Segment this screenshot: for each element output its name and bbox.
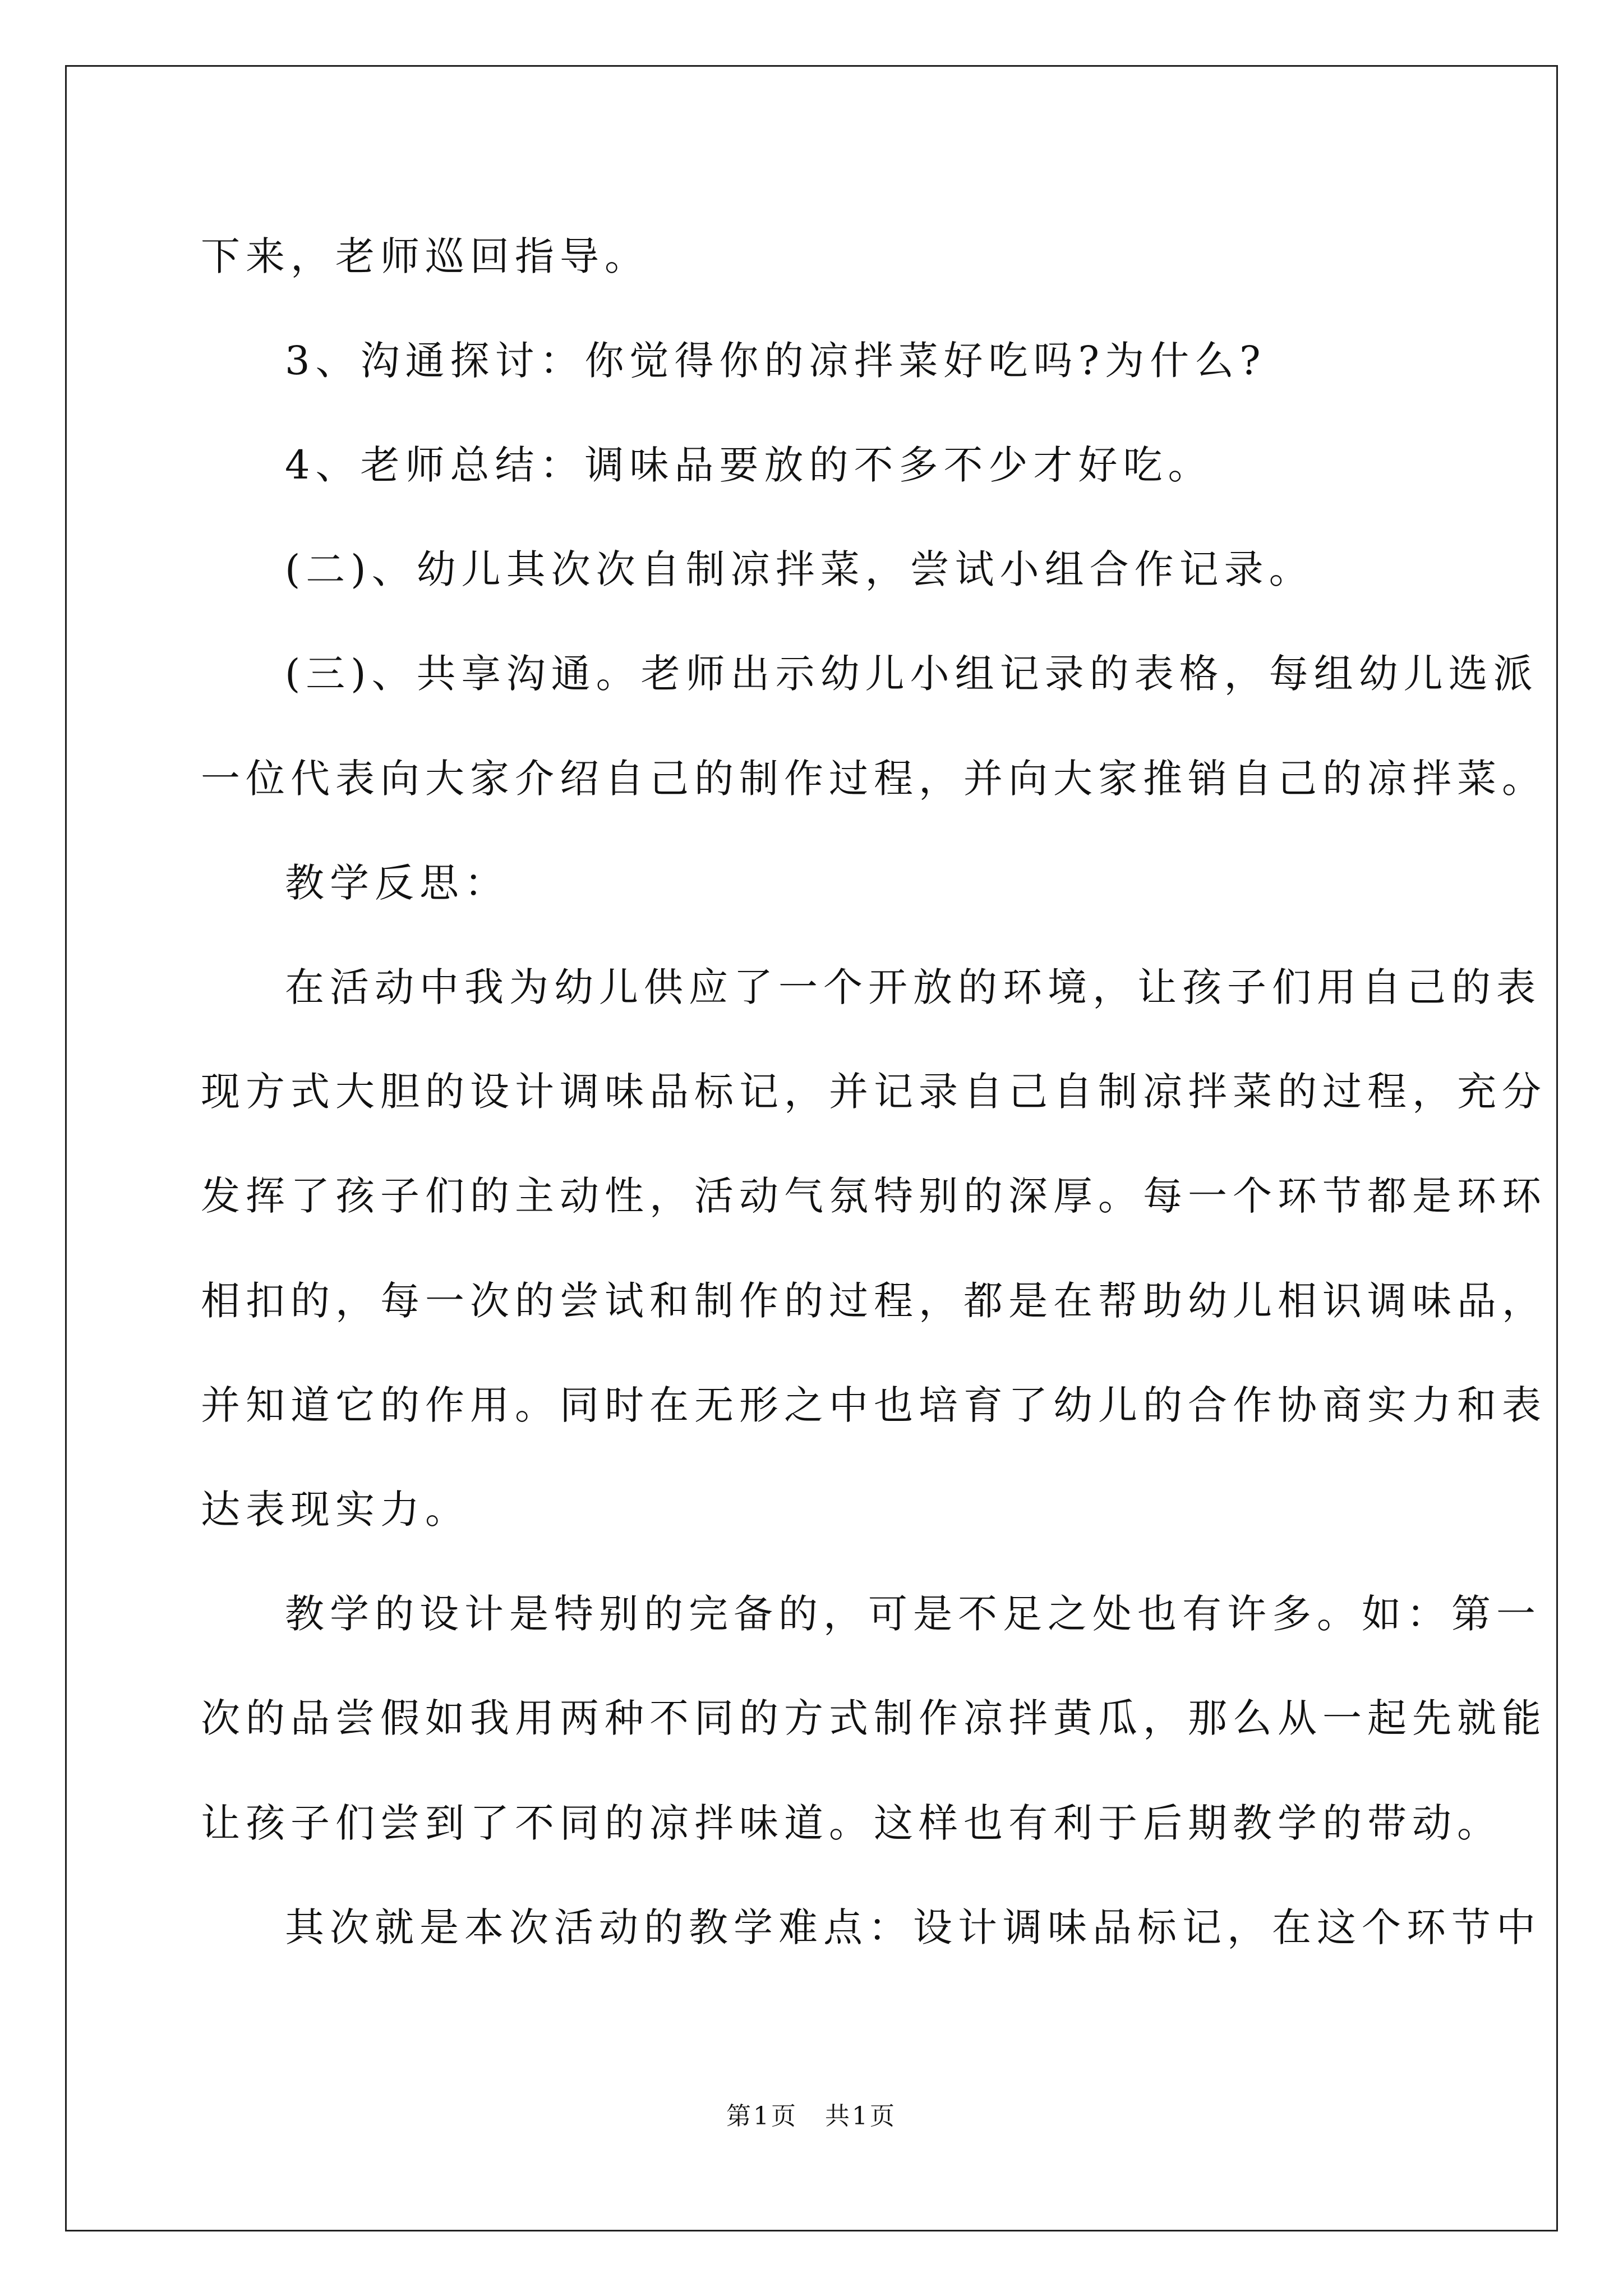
text-line-16: 让孩子们尝到了不同的凉拌味道。这样也有利于后期教学的带动。	[201, 1800, 1502, 1846]
text-line-12: 并知道它的作用。同时在无形之中也培育了幼儿的合作协商实力和表	[201, 1382, 1547, 1428]
text-line-6: 一位代表向大家介绍自己的制作过程，并向大家推销自己的凉拌菜。	[201, 756, 1547, 802]
text-line-11: 相扣的，每一次的尝试和制作的过程，都是在帮助幼儿相识调味品，	[201, 1278, 1547, 1324]
text-line-5: (三)、共享沟通。老师出示幼儿小组记录的表格，每组幼儿选派	[285, 651, 1538, 697]
text-line-7: 教学反思：	[285, 860, 509, 906]
text-line-3: 4、老师总结：调味品要放的不多不少才好吃。	[285, 442, 1213, 488]
text-line-2: 3、沟通探讨：你觉得你的凉拌菜好吃吗?为什么?	[285, 338, 1266, 384]
text-line-15: 次的品尝假如我用两种不同的方式制作凉拌黄瓜，那么从一起先就能	[201, 1695, 1547, 1741]
text-line-4: (二)、幼儿其次次自制凉拌菜，尝试小组合作记录。	[285, 546, 1314, 592]
text-line-1: 下来，老师巡回指导。	[201, 233, 649, 279]
text-line-8: 在活动中我为幼儿供应了一个开放的环境，让孩子们用自己的表	[285, 964, 1541, 1010]
text-line-14: 教学的设计是特别的完备的，可是不足之处也有许多。如：第一	[285, 1591, 1541, 1637]
text-line-17: 其次就是本次活动的教学难点：设计调味品标记，在这个环节中	[285, 1904, 1541, 1950]
text-line-10: 发挥了孩子们的主动性，活动气氛特别的深厚。每一个环节都是环环	[201, 1173, 1547, 1219]
text-line-9: 现方式大胆的设计调味品标记，并记录自己自制凉拌菜的过程，充分	[201, 1069, 1547, 1115]
text-line-13: 达表现实力。	[201, 1487, 470, 1533]
page-number-footer: 第1页 共1页	[726, 2102, 897, 2131]
